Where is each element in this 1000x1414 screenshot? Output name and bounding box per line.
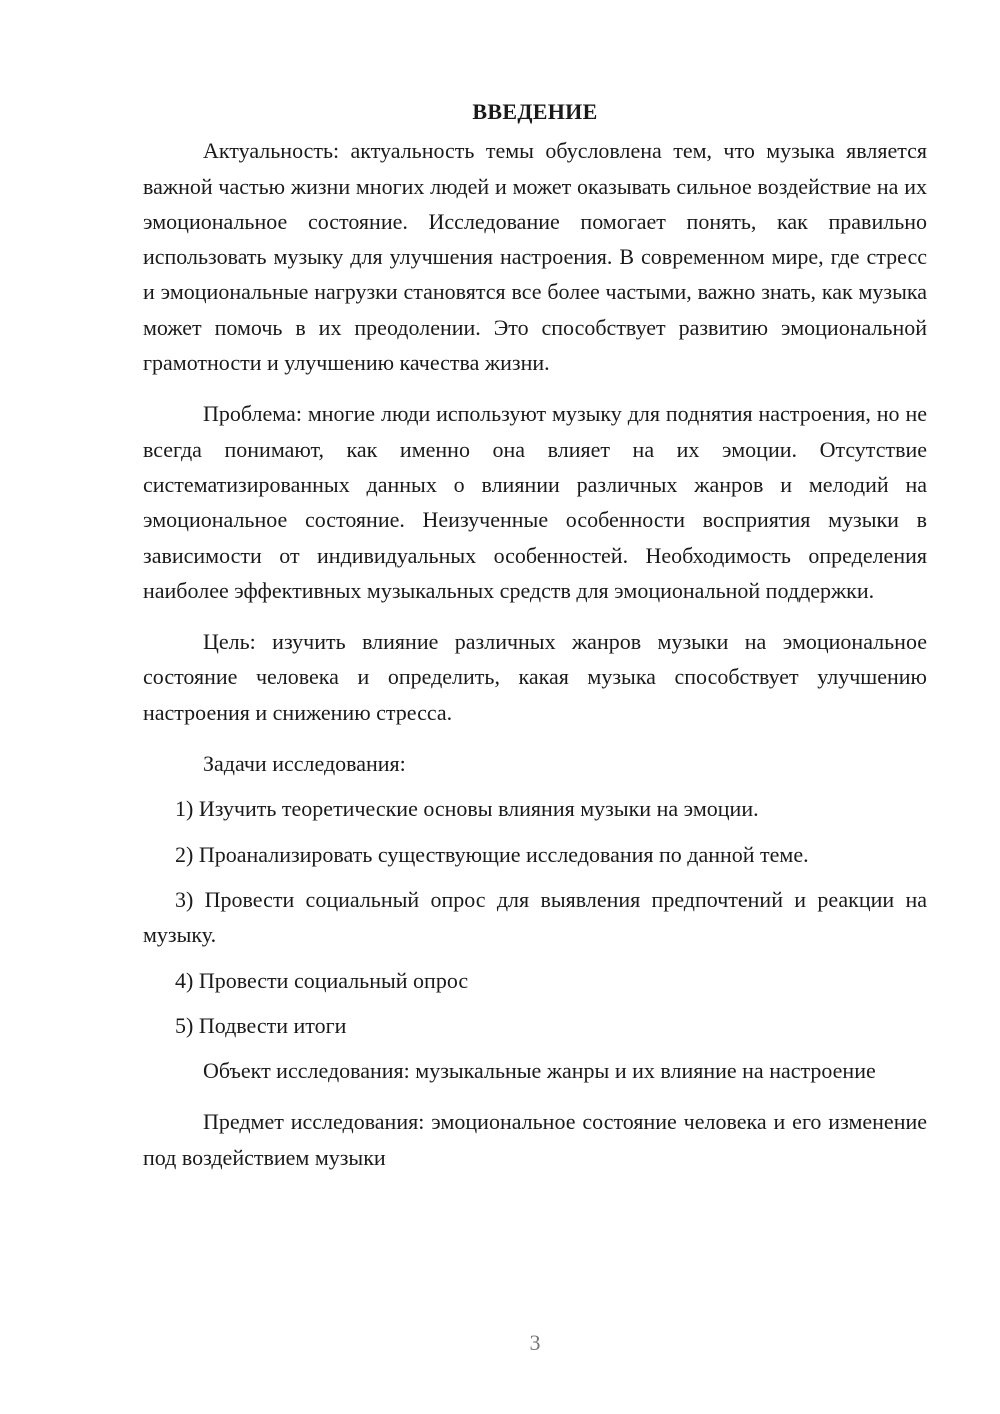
page-number: 3 <box>529 1330 541 1355</box>
section-heading: ВВЕДЕНИЕ <box>472 99 598 124</box>
task-item-3: 3) Провести социальный опрос для выявления предпочтений и реакции на музыку. <box>143 886 927 948</box>
tasks-heading: Задачи исследования: <box>203 751 406 777</box>
page-content <box>143 94 927 1191</box>
problem-paragraph: Проблема: многие люди используют музыку для поднятия настроения, но не всегда понимают, как именно она влияет на их эмоции. Отсутствие систематизированных данных о влиянии различных жанров и мелодий на эмоциональное состояние. Неизученные особенности восприятия музыки в зависимости от индивидуальных особенностей. Необходимость определения наиболее эффективных музыкальных средств для эмоциональной поддержки. <box>143 401 927 603</box>
task-item-2: 2) Проанализировать существующие исследования по данной теме. <box>175 841 809 867</box>
subject-paragraph: Предмет исследования: эмоциональное состояние человека и его изменение под воздействием музыки <box>143 1109 927 1170</box>
goal-paragraph: Цель: изучить влияние различных жанров музыки на эмоциональное состояние человека и определить, какая музыка способствует улучшению настроения и снижению стресса. <box>143 629 927 725</box>
object-paragraph: Объект исследования: музыкальные жанры и их влияние на настроение <box>203 1058 876 1084</box>
task-item-5: 5) Подвести итоги <box>175 1012 347 1038</box>
task-item-4: 4) Провести социальный опрос <box>175 967 469 993</box>
task-item-1: 1) Изучить теоретические основы влияния музыки на эмоции. <box>175 796 759 822</box>
relevance-paragraph: Актуальность: актуальность темы обусловлена тем, что музыка является важной частью жизни многих людей и может оказывать сильное воздействие на их эмоциональное состояние. Исследование помогает понять, как правильно использовать музыку для улучшения настроения. В современном мире, где стресс и эмоциональные нагрузки становятся все более частыми, важно знать, как музыка может помочь в их преодолении. Это способствует развитию эмоциональной грамотности и улучшению качества жизни. <box>143 138 927 376</box>
